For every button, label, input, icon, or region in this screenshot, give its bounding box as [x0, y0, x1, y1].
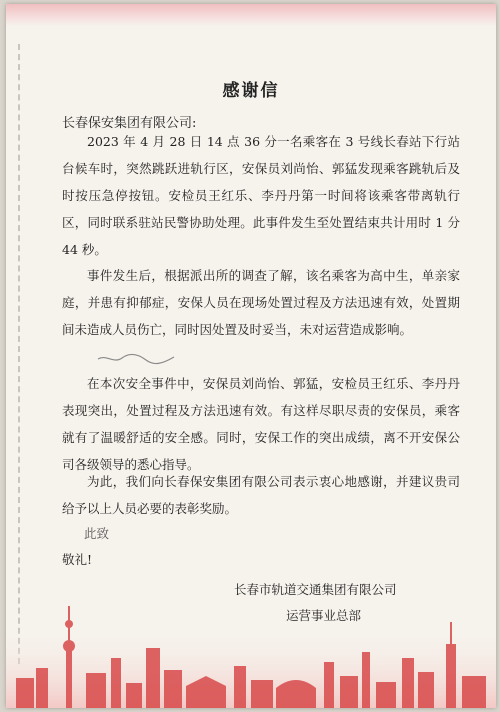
- closing-line-2: 敬礼!: [62, 552, 93, 567]
- paragraph-4: 为此，我们向长春保安集团有限公司表示衷心地感谢，并建议贵司给予以上人员必要的表彰奖励。: [62, 474, 460, 516]
- signature-department: 运营事业总部: [286, 608, 362, 623]
- decorative-city-skyline: [6, 588, 496, 708]
- paragraph-3: 在本次安全事件中，安保员刘尚怡、郭猛，安检员王红乐、李丹丹表现突出，处置过程及方法迅速有效。有这样尽职尽责的安保员，乘客就有了温暖舒适的安全感。同时，安保工作的突出成绩，离不开安保公司各级领导的悉心指导。: [62, 376, 460, 472]
- paragraph-2: 事件发生后，根据派出所的调查了解，该名乘客为高中生，单亲家庭，并患有抑郁症，安保人员在现场处置过程及方法迅速有效，处置期间未造成人员伤亡，同时因处置及时妥当，未对运营造成影响。: [62, 268, 460, 337]
- handwritten-scribble: [96, 352, 176, 366]
- letter-title: 感谢信: [222, 81, 280, 101]
- closing-line-1: 此致: [84, 526, 110, 541]
- letter-salutation: 长春保安集团有限公司:: [62, 116, 197, 131]
- signature-organization: 长春市轨道交通集团有限公司: [234, 582, 397, 597]
- binding-holes: [18, 44, 26, 664]
- letter-sheet: [6, 4, 496, 708]
- decorative-top-ribbon: [6, 4, 496, 26]
- paragraph-1: 2023 年 4 月 28 日 14 点 36 分一名乘客在 3 号线长春站下行站台候车时，突然跳跃进轨行区，安保员刘尚怡、郭猛发现乘客跳轨后及时按压急停按钮。安检员王红乐、李丹丹第一时间将该乘客带离轨行区，同时联系驻站民警协助处理。此事件发生至处置结束共计用时 1 分 44 秒。: [62, 134, 460, 257]
